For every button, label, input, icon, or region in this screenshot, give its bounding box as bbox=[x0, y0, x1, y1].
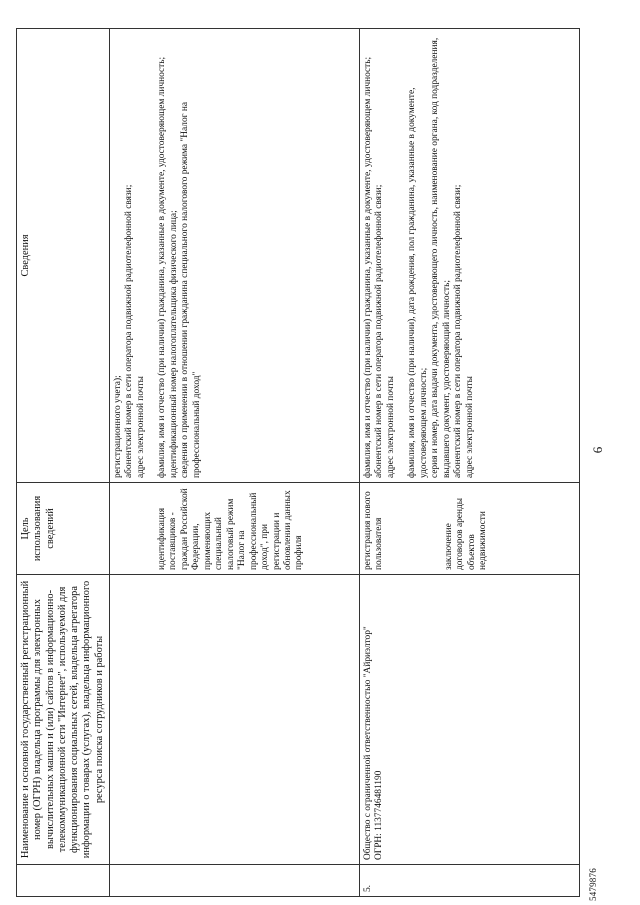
data-item: адрес электронной почты bbox=[385, 376, 396, 478]
data-item: адрес электронной почты bbox=[464, 376, 475, 478]
row-owner-cell bbox=[359, 575, 579, 865]
row-number bbox=[109, 865, 359, 897]
table-row bbox=[359, 29, 579, 897]
data-item: фамилия, имя и отчество (при наличии) гражданина, указанные в документе, удостоверяющем личность; bbox=[157, 56, 168, 478]
page-number: 6 bbox=[590, 446, 605, 454]
row-data-cell bbox=[359, 29, 579, 483]
data-item: серия и номер, дата выдачи документа, удостоверяющего личность, наименование органа, код подразделения, выдавшего документ, удостоверяющий личность; bbox=[430, 37, 452, 478]
registry-table bbox=[16, 28, 580, 897]
purpose-text: идентификация поставщиков - граждан Российской Федерации, применяющих специальный налоговый режим "Налог на профессиональный доход", при регистрации и обновлении данных профиля bbox=[156, 488, 305, 570]
row-owner-cell bbox=[109, 575, 359, 865]
data-item: регистрационного учета); bbox=[112, 375, 123, 478]
row-data-cell bbox=[109, 29, 359, 483]
data-item: идентификационный номер налогоплательщика физического лица; bbox=[168, 210, 179, 478]
row-owner-ogrn: ОГРН: 1137746481190 bbox=[374, 770, 385, 860]
row-owner-name: Общество с ограниченной ответственностью "Айриэлтор" bbox=[362, 626, 373, 860]
header-purpose-cell: Цель использования сведений bbox=[17, 483, 110, 575]
data-item: абонентский номер в сети оператора подвижной радиотелефонной связи; bbox=[124, 184, 135, 478]
data-item: абонентский номер в сети оператора подвижной радиотелефонной связи; bbox=[453, 184, 464, 478]
header-data-cell: Сведения bbox=[17, 29, 110, 483]
table-header-row bbox=[17, 29, 110, 897]
data-item: сведения о применении в отношении гражданина специального налогового режима "Налог на профессиональный доход" bbox=[180, 101, 202, 478]
header-number-cell bbox=[17, 865, 110, 897]
data-item: абонентский номер в сети оператора подвижной радиотелефонной связи; bbox=[374, 184, 385, 478]
purpose-text: регистрация нового пользователя bbox=[362, 491, 385, 570]
purpose-text: заключение договоров аренды объектов недвижимости bbox=[443, 497, 489, 570]
row-number: 5. bbox=[359, 865, 579, 897]
data-item: фамилия, имя и отчество (при наличии), дата рождения, пол гражданина, указанные в документе, удостоверяющем личность; bbox=[407, 87, 429, 478]
document-id: 5479876 bbox=[588, 868, 598, 901]
table-row bbox=[109, 29, 359, 897]
data-item: фамилия, имя и отчество (при наличии) гражданина, указанные в документе, удостоверяющем личность; bbox=[362, 56, 373, 478]
row-purpose-cell bbox=[359, 483, 579, 575]
data-item: адрес электронной почты bbox=[135, 376, 146, 478]
header-name-cell: Наименование и основной государственный регистрационный номер (ОГРН) владельца программы для электронных вычислительных машин и (или) сайтов в информационно-телекоммуникационной сети "Интернет", используемой для функционирования социальных сетей, владельца агрегатора информации о товарах (услугах), владельца информационного ресурса поиска сотрудников и работы bbox=[17, 575, 110, 865]
row-purpose-cell bbox=[109, 483, 359, 575]
rotated-landscape-content bbox=[0, 5, 620, 905]
